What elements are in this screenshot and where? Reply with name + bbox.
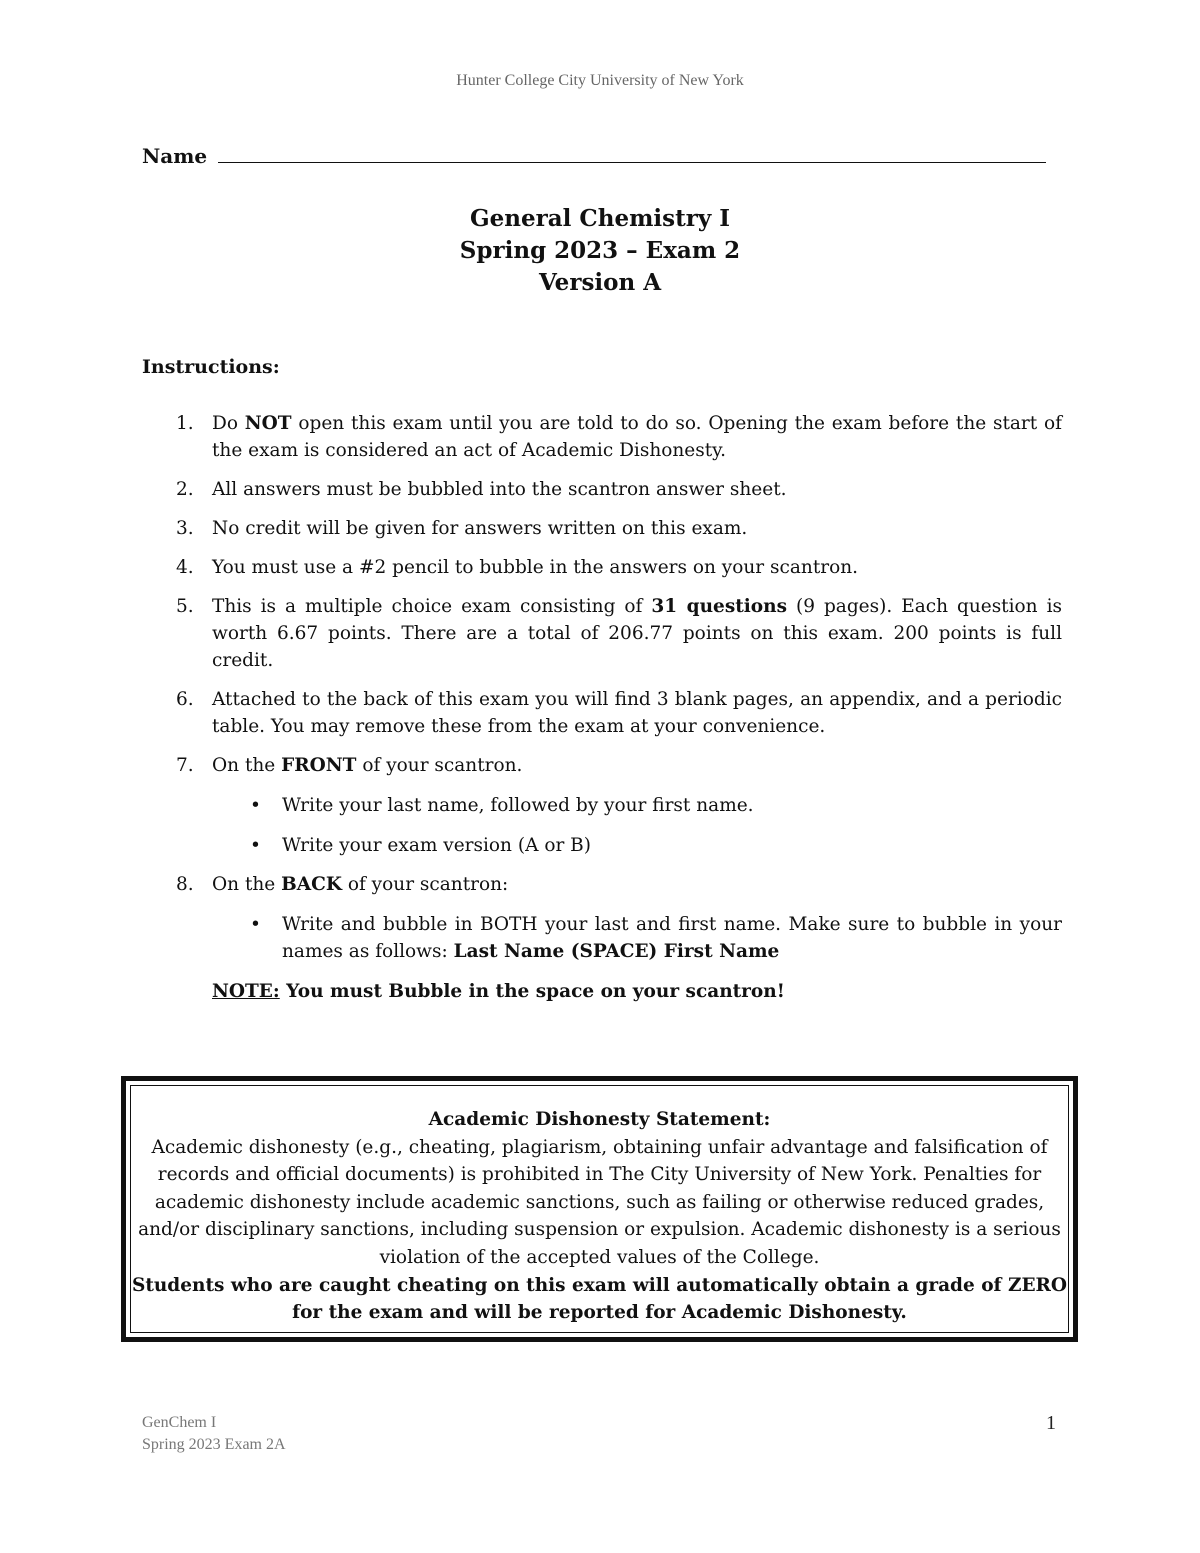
instruction-item xyxy=(142,871,1062,898)
footer-exam: Spring 2023 Exam 2A xyxy=(142,1436,286,1453)
statement-content xyxy=(130,1085,1069,1333)
instruction-item xyxy=(142,593,1062,674)
note-text: You must Bubble in the space on your scantron! xyxy=(279,981,785,1002)
item-text: Attached to the back of this exam you will find 3 blank pages, an appendix, and a periodic table. You may remove these from the exam at your convenience. xyxy=(212,689,1062,737)
item-emphasis: FRONT xyxy=(281,755,357,776)
page-number: 1 xyxy=(1046,1412,1056,1434)
item-number: 1. xyxy=(176,413,194,434)
item-number: 8. xyxy=(176,874,194,895)
academic-dishonesty-box xyxy=(121,1076,1078,1342)
item-emphasis: NOT xyxy=(244,413,292,434)
item-text: All answers must be bubbled into the scantron answer sheet. xyxy=(212,479,787,500)
instruction-item xyxy=(142,515,1062,542)
item-text: (9 pages). Each question is worth 6.67 points. There are a total of 206.77 points on this exam. 200 points is full credit. xyxy=(212,596,1062,671)
statement-warning: Students who are caught cheating on this exam will automatically obtain a grade of ZERO for the exam and will be reported for Academic Dishonesty. xyxy=(131,1274,1068,1324)
instruction-item xyxy=(142,410,1062,464)
instructions-list xyxy=(142,410,1062,1005)
instruction-item xyxy=(142,752,1062,779)
item-text: of your scantron. xyxy=(356,755,523,776)
item-emphasis: 31 questions xyxy=(651,596,788,617)
title-exam: Spring 2023 – Exam 2 xyxy=(459,237,741,264)
sub-bullet xyxy=(142,832,1062,859)
instruction-item xyxy=(142,476,1062,503)
bullet-text: Write your last name, followed by your first name. xyxy=(282,795,754,816)
item-number: 2. xyxy=(176,479,194,500)
bullet-text: Write your exam version (A or B) xyxy=(282,835,591,856)
item-number: 6. xyxy=(176,689,194,710)
item-number: 3. xyxy=(176,518,194,539)
bullet-dot-icon: • xyxy=(250,835,261,856)
bullet-emphasis: Last Name (SPACE) First Name xyxy=(453,941,780,962)
item-text: This is a multiple choice exam consisting of xyxy=(212,596,652,617)
item-text: You must use a #2 pencil to bubble in the answers on your scantron. xyxy=(212,557,859,578)
scantron-note xyxy=(142,978,1062,1005)
item-text: open this exam until you are told to do so. Opening the exam before the start of the exam is considered an act of Academic Dishonesty. xyxy=(212,413,1062,461)
statement-body: Academic dishonesty (e.g., cheating, plagiarism, obtaining unfair advantage and falsification of records and official documents) is prohibited in The City University of New York. Penalties for academic dishonesty include academic sanctions, such as failing or otherwise reduced grades, and/or disciplinary sanctions, including suspension or expulsion. Academic dishonesty is a serious violation of the accepted values of the College. xyxy=(138,1136,1061,1268)
sub-bullet xyxy=(142,792,1062,819)
exam-title xyxy=(0,203,1200,299)
page-header: Hunter College City University of New York xyxy=(456,72,744,89)
item-number: 7. xyxy=(176,755,194,776)
item-text: No credit will be given for answers written on this exam. xyxy=(212,518,748,539)
item-text: Do xyxy=(212,413,245,434)
name-field xyxy=(142,144,1046,168)
instruction-item xyxy=(142,554,1062,581)
page-footer xyxy=(142,1412,286,1456)
item-number: 5. xyxy=(176,596,194,617)
item-text: On the xyxy=(212,874,282,895)
item-text: On the xyxy=(212,755,282,776)
instruction-item xyxy=(142,686,1062,740)
note-label: NOTE: xyxy=(212,981,280,1002)
bullet-dot-icon: • xyxy=(250,914,261,935)
title-course: General Chemistry I xyxy=(470,205,730,232)
statement-title: Academic Dishonesty Statement: xyxy=(428,1109,771,1130)
item-number: 4. xyxy=(176,557,194,578)
sub-bullet xyxy=(142,911,1062,965)
bullet-text: Write and bubble in BOTH your last and first name. Make sure to bubble in your names as follows: xyxy=(282,914,1062,962)
name-underline xyxy=(218,144,1046,163)
name-label: Name xyxy=(142,144,208,168)
footer-course: GenChem I xyxy=(142,1414,217,1431)
title-version: Version A xyxy=(538,269,662,296)
item-text: of your scantron: xyxy=(341,874,509,895)
bullet-dot-icon: • xyxy=(250,795,261,816)
instructions-heading: Instructions: xyxy=(142,356,280,378)
item-emphasis: BACK xyxy=(281,874,342,895)
